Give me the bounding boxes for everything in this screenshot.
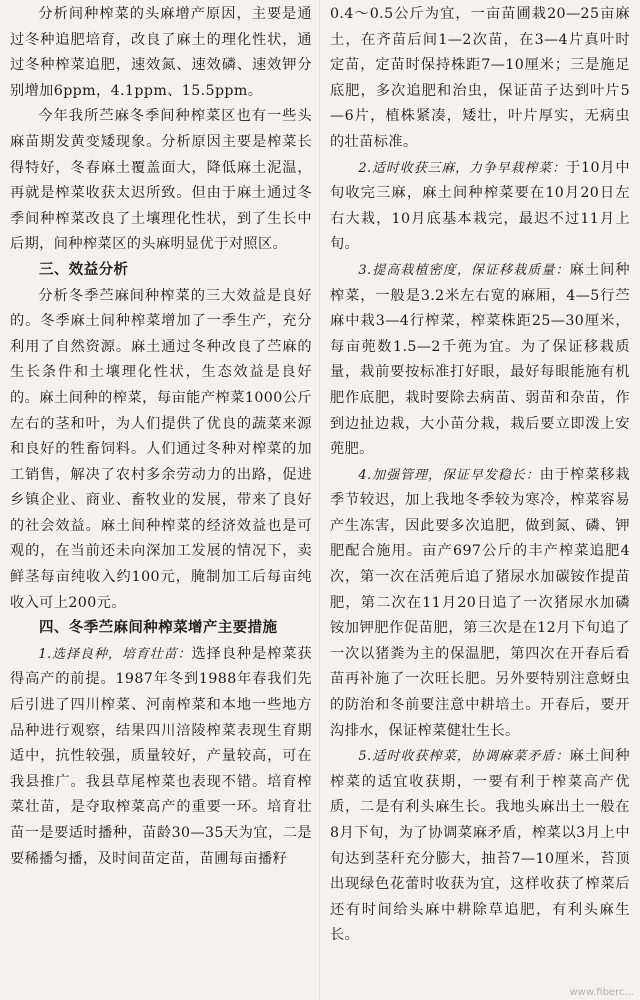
paragraph: 今年我所苎麻冬季间种榨菜区也有一些头麻苗期发黄变矮现象。分析原因主要是榨菜长得特好，冬春麻土覆盖面大，降低麻土泥温，再就是榨菜收获太迟所致。但由于麻土通过冬季间种榨菜改良了土壤理化性状，到了生长中后期，间种榨菜区的头麻明显优于对照区。 <box>10 108 312 253</box>
subheading: 3.提高栽植密度，保证移栽质量： <box>358 262 570 278</box>
paragraph <box>330 463 630 745</box>
paragraph <box>10 642 312 872</box>
section-heading: 三、效益分析 <box>39 261 129 278</box>
watermark: www.fiberc... <box>569 987 634 998</box>
column-divider <box>319 0 320 1000</box>
paragraph: 分析冬季苎麻间种榨菜的三大效益是良好的。冬季麻土间种榨菜增加了一季生产，充分利用了自然资源。麻土通过冬种改良了苎麻的生长条件和土壤理化性状，生态效益是良好的。麻土间种的榨菜，每亩能产榨菜1000公斤左右的茎和叶，为人们提供了优良的蔬菜来源和良好的牲畜饲料。人们通过冬种对榨菜的加工销售，解决了农村多余劳动力的出路，促进乡镇企业、商业、畜牧业的发展，带来了良好的社会效益。麻土间种榨菜的经济效益也是可观的，在当前还未向深加工发展的情况下，卖鲜茎每亩纯收入约100元，腌制加工后每亩纯收入可上200元。 <box>10 287 312 611</box>
paragraph-text: 于10月中旬收完三麻，麻土间种榨菜要在10月20日左右大栽，10月底基本栽完，最迟不过11月上旬。 <box>330 159 630 253</box>
paragraph: 0.4～0.5公斤为宜，一亩苗圃栽20—25亩麻土，在齐苗后间1—2次苗，在3—4片真叶时定苗，定苗时保持株距7—10厘米；三是施足底肥，多次追肥和治虫，保证苗子达到叶片5—6片，植株紧凑，矮壮，叶片厚实，无病虫的壮苗标准。 <box>330 6 630 150</box>
subheading: 1.选择良种，培育壮苗： <box>38 646 192 662</box>
paragraph-text: 麻土间种榨菜，一般是3.2米左右宽的麻厢，4—5行苎麻中栽3—4行榨菜，榨菜株距25—30厘米，每亩蔸数1.5—2千蔸为宜。为了保证移栽质量，栽前要按标准打好眼，最好每眼能施有机肥作底肥，栽时要除去病苗、弱苗和杂苗，作到边扯边栽，大小苗分栽，栽后要立即泼上安蔸肥。 <box>330 261 630 458</box>
paragraph <box>330 744 630 949</box>
subheading: 2.适时收获三麻，力争早栽榨菜： <box>358 160 567 176</box>
paragraph-text: 选择良种是榨菜获得高产的前提。1987年冬到1988年春我们先后引进了四川榨菜、河南榨菜和本地一些地方品种进行观察，结果四川涪陵榨菜表现生育期适中，抗性较强，质量较好，产量较高，可在我县推广。我县草尾榨菜也表现不错。培育榨菜壮苗，是夺取榨菜高产的重要一环。培育壮苗一是要适时播种，苗龄30—35天为宜，二是要稀播匀播，及时间苗定苗，苗圃每亩播籽 <box>10 645 312 867</box>
subheading: 5.适时收获榨菜，协调麻菜矛盾： <box>358 749 570 765</box>
left-column <box>10 2 312 992</box>
paragraph: 分析间种榨菜的头麻增产原因，主要是通过冬种追肥培育，改良了麻土的理化性状，通过冬种榨菜追肥，速效氮、速效磷、速效钾分别增加6ppm，4.1ppm、15.5ppm。 <box>10 6 312 99</box>
paragraph <box>330 258 630 463</box>
paragraph-text: 麻土间种榨菜的适宜收获期，一要有利于榨菜高产优质，二是有利头麻生长。我地头麻出土一般在8月下旬，为了协调菜麻矛盾，榨菜以3月上中旬达到茎秆充分膨大，抽苔7—10厘米，苔顶出现绿色花蕾时收获为宜，这样收获了榨菜后还有时间给头麻中耕除草追肥，有利头麻生长。 <box>330 748 630 944</box>
subheading: 4.加强管理，保证早发稳长： <box>358 467 540 483</box>
right-column <box>330 2 630 992</box>
paragraph-text: 由于榨菜移栽季节较迟，加上我地冬季较为寒冷，榨菜容易产生冻害，因此要多次追肥，做到氮、磷、钾肥配合施用。亩产697公斤的丰产榨菜追肥4次，第一次在活蔸后追了猪尿水加碳铵作提苗肥，第二次在11月20日追了一次猪尿水加磷铵加钾肥作促苗肥，第三次是在12月下旬追了一次以猪粪为主的保温肥，第四次在开春后看苗再补施了一次旺长肥。另外要特别注意蚜虫的防治和冬前要注意中耕培土。开春后，要开沟排水，保证榨菜健壮生长。 <box>330 466 630 739</box>
section-heading: 四、冬季苎麻间种榨菜增产主要措施 <box>39 620 278 637</box>
paragraph <box>330 156 630 258</box>
